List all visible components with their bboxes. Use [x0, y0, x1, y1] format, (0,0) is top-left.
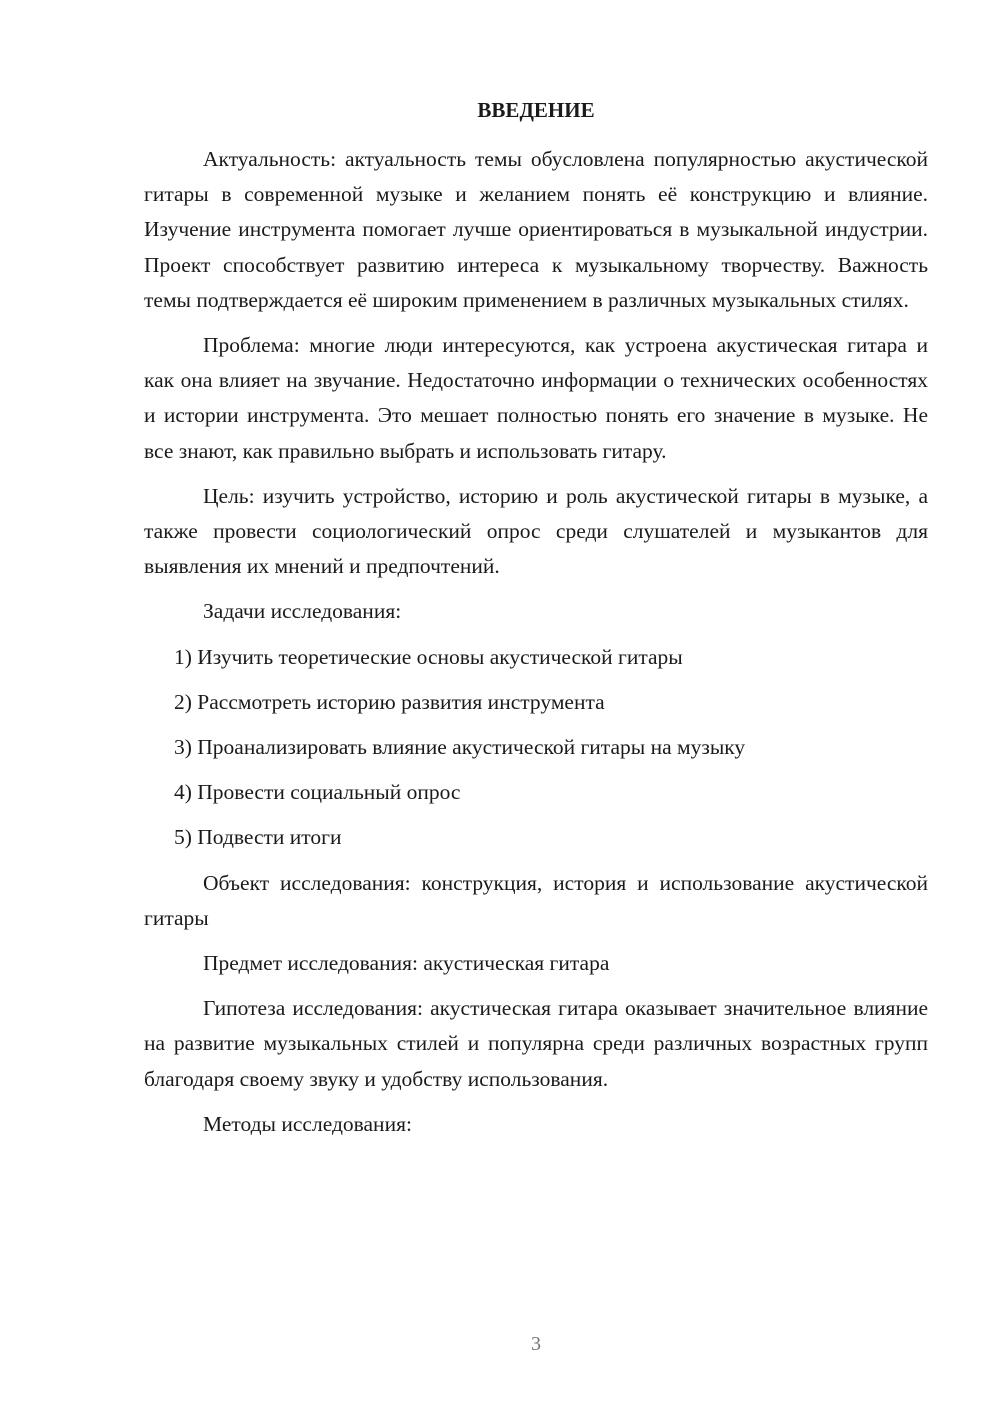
- list-item: 2) Рассмотреть историю развития инструмента: [174, 689, 605, 714]
- tasks-title: Задачи исследования:: [203, 599, 402, 624]
- page-number: 3: [531, 1333, 541, 1355]
- problem-paragraph: Проблема: многие люди интересуются, как устроена акустическая гитара и как она влияет на звучание. Недостаточно информации о технических особенностях и истории инструмента. Это мешает полностью понять его значение в музыке. Не все знают, как правильно выбрать и использовать гитару.: [144, 333, 928, 463]
- list-item: 3) Проанализировать влияние акустической гитары на музыку: [174, 735, 746, 760]
- methods-title: Методы исследования:: [203, 1111, 412, 1136]
- section-heading: ВВЕДЕНИЕ: [477, 98, 595, 122]
- subject-paragraph: Предмет исследования: акустическая гитара: [203, 951, 610, 976]
- relevance-paragraph: Актуальность: актуальность темы обусловлена популярностью акустической гитары в современной музыке и желанием понять её конструкцию и влияние. Изучение инструмента помогает лучше ориентироваться в музыкальной индустрии. Проект способствует развитию интереса к музыкальному творчеству. Важность темы подтверждается её широким применением в различных музыкальных стилях.: [144, 147, 928, 312]
- list-item: 1) Изучить теоретические основы акустической гитары: [174, 644, 683, 669]
- object-paragraph: Объект исследования: конструкция, история и использование акустической гитары: [144, 870, 928, 930]
- tasks-list: [144, 640, 928, 856]
- list-item: 5) Подвести итоги: [174, 825, 342, 850]
- hypothesis-paragraph: Гипотеза исследования: акустическая гитара оказывает значительное влияние на развитие музыкальных стилей и популярна среди различных возрастных групп благодаря своему звуку и удобству использования.: [144, 996, 928, 1091]
- document-page: [144, 92, 928, 1152]
- goal-paragraph: Цель: изучить устройство, историю и роль акустической гитары в музыке, а также провести социологический опрос среди слушателей и музыкантов для выявления их мнений и предпочтений.: [144, 483, 928, 579]
- list-item: 4) Провести социальный опрос: [174, 780, 461, 805]
